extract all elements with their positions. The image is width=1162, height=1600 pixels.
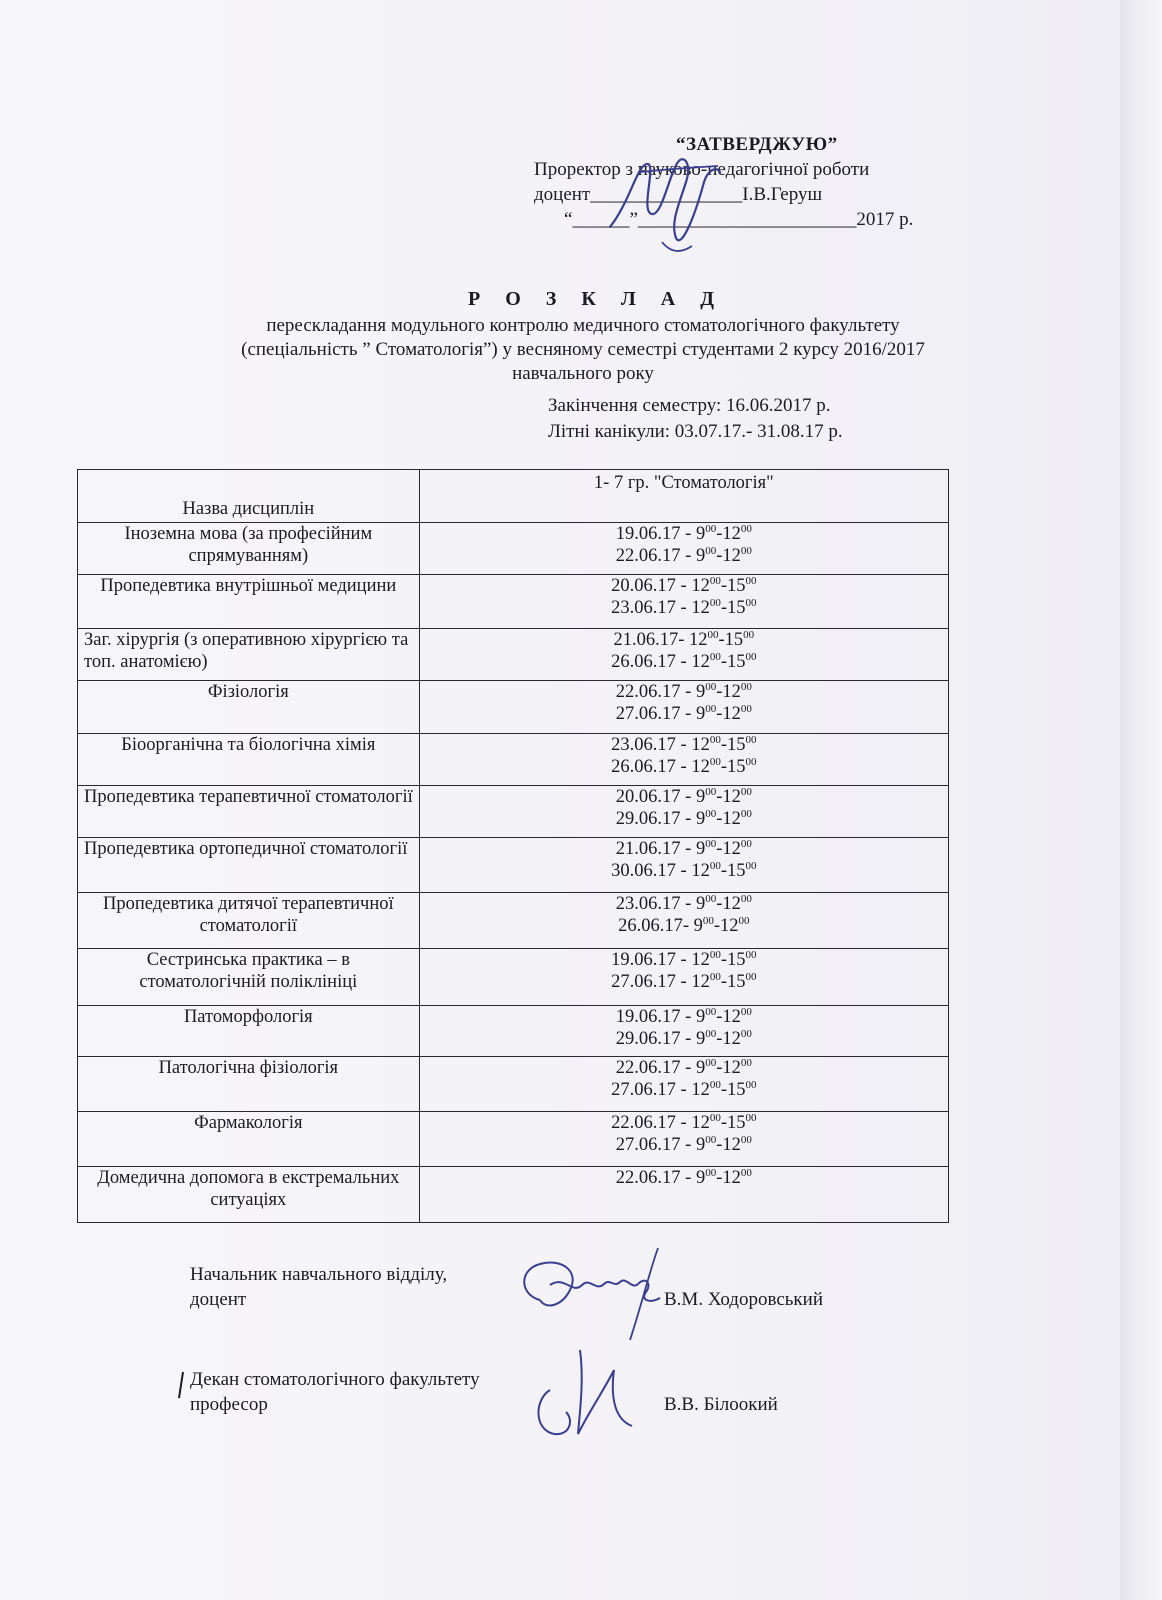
- slot-start-minutes: 00: [702, 914, 714, 927]
- slot-end-minutes: 00: [745, 1111, 757, 1124]
- margin-mark: [175, 1370, 187, 1400]
- slot-end-hour: 15: [726, 652, 746, 672]
- slot-start-minutes: 00: [709, 948, 721, 961]
- table-row: [78, 575, 949, 629]
- slot-end-hour: 12: [722, 704, 741, 724]
- table-row: [78, 734, 949, 786]
- slot-start-minutes: 00: [705, 837, 717, 850]
- table-row: [78, 893, 949, 949]
- exam-slot: $27.06.17 - 9^{00}-12^{00}$: [615, 702, 752, 724]
- semester-dates: [548, 393, 843, 445]
- table-row: [78, 838, 949, 893]
- exam-slot: $19.06.17 - 9^{00}-12^{00}$: [615, 1005, 752, 1027]
- semester-end: Закінчення семестру: 16.06.2017 р.: [548, 395, 831, 416]
- exam-slot: $22.06.17 - 9^{00}-12^{00}$: [615, 1166, 752, 1188]
- discipline-cell: Іноземна мова (за професійним спрямуванням): [78, 523, 420, 575]
- slot-end-minutes: 00: [738, 914, 750, 927]
- exam-slots-cell: [419, 1006, 948, 1057]
- slot-end-hour: 15: [726, 735, 746, 755]
- slot-start-minutes: 00: [705, 807, 717, 820]
- slot-end-minutes: 00: [740, 1166, 752, 1179]
- slot-end-minutes: 00: [745, 970, 757, 983]
- slot-end-hour: 12: [722, 524, 741, 544]
- slot-start-minutes: 00: [709, 596, 721, 609]
- slot-date: 27.06.17 -: [611, 972, 692, 992]
- exam-slots-cell: [419, 1112, 948, 1167]
- schedule-body: [78, 523, 949, 1223]
- slot-start-hour: 9: [695, 682, 706, 702]
- exam-slot: 26.06.17- $9^{00}-12^{00}$: [618, 914, 750, 936]
- slot-start-hour: 9: [695, 1029, 706, 1049]
- discipline-cell: Заг. хірургія (з оперативною хірургією та топ. анатомією): [78, 629, 420, 681]
- slot-date: 27.06.17 -: [615, 1135, 696, 1155]
- exam-slot: $20.06.17 - 9^{00}-12^{00}$: [615, 785, 752, 807]
- slot-start-minutes: 00: [705, 522, 717, 535]
- slot-date: 23.06.17 -: [611, 735, 692, 755]
- exam-slot: $20.06.17 - 12^{00}-15^{00}$: [611, 574, 757, 596]
- exam-slots-cell: [419, 523, 948, 575]
- slot-end-minutes: 00: [740, 522, 752, 535]
- slot-start-hour: 12: [689, 630, 708, 650]
- discipline-cell: Пропедевтика ортопедичної стоматології: [78, 838, 420, 893]
- signature-block-2: [190, 1367, 480, 1417]
- exam-slots-cell: [419, 734, 948, 786]
- slot-end-minutes: 00: [745, 755, 757, 768]
- slot-end-hour: 12: [722, 1168, 741, 1188]
- slot-date: 27.06.17 -: [615, 704, 696, 724]
- slot-date: 26.06.17 -: [611, 757, 692, 777]
- slot-end-hour: 12: [722, 839, 741, 859]
- exam-slots-cell: [419, 1167, 948, 1223]
- slot-start-minutes: 00: [705, 702, 717, 715]
- slot-start-hour: 12: [691, 757, 710, 777]
- slot-end-hour: 12: [722, 809, 741, 829]
- discipline-cell: Пропедевтика терапевтичної стоматології: [78, 786, 420, 838]
- slot-end-minutes: 00: [745, 733, 757, 746]
- table-row: [78, 681, 949, 734]
- discipline-cell: Пропедевтика внутрішньої медицини: [78, 575, 420, 629]
- signer-rank: доцент: [190, 1289, 247, 1310]
- slot-end-hour: 12: [722, 546, 741, 566]
- group-column-header: 1- 7 гр. "Стоматологія": [419, 470, 948, 523]
- slot-start-minutes: 00: [705, 1133, 717, 1146]
- slot-end-hour: 15: [726, 972, 746, 992]
- slot-end-hour: 12: [722, 1007, 741, 1027]
- slot-start-minutes: 00: [705, 1027, 717, 1040]
- slot-date: 21.06.17-: [613, 630, 689, 650]
- slot-date: 26.06.17 -: [611, 652, 692, 672]
- approval-date-line: “______”_______________________2017 р.: [564, 209, 914, 230]
- slot-end-hour: 12: [722, 682, 741, 702]
- slot-date: 29.06.17 -: [615, 1029, 696, 1049]
- slot-date: 20.06.17 -: [615, 787, 696, 807]
- slot-date: 30.06.17 -: [611, 861, 692, 881]
- date-open-quote: “: [564, 209, 573, 230]
- slot-start-minutes: 00: [707, 628, 719, 641]
- exam-slot: $22.06.17 - 9^{00}-12^{00}$: [615, 544, 752, 566]
- slot-date: 19.06.17 -: [615, 524, 696, 544]
- signer-role: Начальник навчального відділу,: [190, 1264, 448, 1285]
- approval-signer: І.В.Геруш: [742, 184, 823, 205]
- slot-end-hour: 15: [726, 598, 746, 618]
- slot-start-minutes: 00: [709, 970, 721, 983]
- discipline-column-header: Назва дисциплін: [78, 470, 420, 523]
- table-row: [78, 1057, 949, 1112]
- slot-date: 19.06.17 -: [611, 950, 692, 970]
- slot-date: 22.06.17 -: [615, 1058, 696, 1078]
- signature-biloky: [520, 1330, 640, 1450]
- slot-start-hour: 9: [695, 787, 706, 807]
- discipline-cell: Патологічна фізіологія: [78, 1057, 420, 1112]
- slot-start-hour: 12: [691, 598, 710, 618]
- exam-slots-cell: [419, 681, 948, 734]
- slot-start-hour: 9: [695, 839, 706, 859]
- exam-slot: $21.06.17 - 9^{00}-12^{00}$: [615, 837, 752, 859]
- exam-slots-cell: [419, 629, 948, 681]
- document-title: Р О З К Л А Д: [468, 288, 724, 310]
- slot-date: 21.06.17 -: [615, 839, 696, 859]
- slot-start-hour: 9: [695, 809, 706, 829]
- slot-start-hour: 9: [695, 1135, 706, 1155]
- slot-start-hour: 12: [691, 652, 710, 672]
- slot-end-minutes: 00: [740, 680, 752, 693]
- signer-name-2: В.В. Білоокий: [664, 1394, 778, 1415]
- date-close-quote: ”: [629, 209, 638, 230]
- slot-date: 23.06.17 -: [615, 894, 696, 914]
- slot-date: 20.06.17 -: [611, 576, 692, 596]
- slot-start-hour: 12: [691, 576, 710, 596]
- slot-start-minutes: 00: [705, 785, 717, 798]
- slot-end-hour: 15: [724, 630, 744, 650]
- table-header-row: [78, 470, 949, 523]
- subtitle-line: перескладання модульного контролю медичного стоматологічного факультету: [266, 315, 900, 336]
- exam-slot: $26.06.17 - 12^{00}-15^{00}$: [611, 650, 757, 672]
- signer-role: Декан стоматологічного факультету: [190, 1369, 480, 1390]
- slot-start-hour: 12: [691, 861, 710, 881]
- exam-slot: $29.06.17 - 9^{00}-12^{00}$: [615, 807, 752, 829]
- discipline-cell: Домедична допомога в екстремальних ситуаціях: [78, 1167, 420, 1223]
- exam-slots-cell: [419, 838, 948, 893]
- slot-end-minutes: 00: [745, 574, 757, 587]
- discipline-cell: Фізіологія: [78, 681, 420, 734]
- slot-date: 22.06.17 -: [615, 1168, 696, 1188]
- slot-start-minutes: 00: [709, 733, 721, 746]
- exam-slot: $23.06.17 - 12^{00}-15^{00}$: [611, 596, 757, 618]
- slot-date: 19.06.17 -: [615, 1007, 696, 1027]
- table-row: [78, 1167, 949, 1223]
- table-row: [78, 629, 949, 681]
- exam-slots-cell: [419, 893, 948, 949]
- slot-start-minutes: 00: [709, 1111, 721, 1124]
- slot-end-hour: 15: [726, 1080, 746, 1100]
- slot-date: 27.06.17 -: [611, 1080, 692, 1100]
- slot-end-minutes: 00: [740, 544, 752, 557]
- table-row: [78, 949, 949, 1006]
- slot-end-minutes: 00: [745, 859, 757, 872]
- table-row: [78, 786, 949, 838]
- slot-start-hour: 9: [695, 894, 706, 914]
- slot-start-minutes: 00: [709, 574, 721, 587]
- slot-end-hour: 12: [720, 916, 739, 936]
- exam-slot: 21.06.17- $12^{00}-15^{00}$: [613, 628, 755, 650]
- slot-date: 22.06.17 -: [615, 682, 696, 702]
- signer-name-1: В.М. Ходоровський: [664, 1289, 823, 1310]
- slot-start-hour: 9: [695, 546, 706, 566]
- slot-start-hour: 9: [695, 1168, 706, 1188]
- subtitle-line: (спеціальність ” Стоматологія”) у весняному семестрі студентами 2 курсу 2016/2017: [241, 339, 925, 360]
- approval-heading: “ЗАТВЕРДЖУЮ”: [676, 134, 838, 155]
- approval-position: Проректор з науково-педагогічної роботи: [534, 159, 870, 180]
- table-row: [78, 523, 949, 575]
- exam-slot: $26.06.17 - 12^{00}-15^{00}$: [611, 755, 757, 777]
- slot-end-minutes: 00: [740, 892, 752, 905]
- approval-signature: [600, 142, 730, 260]
- slot-date: 26.06.17-: [618, 916, 694, 936]
- slot-end-hour: 12: [722, 1029, 741, 1049]
- slot-end-hour: 15: [726, 861, 746, 881]
- exam-slots-cell: [419, 786, 948, 838]
- slot-end-minutes: 00: [740, 837, 752, 850]
- signer-rank: професор: [190, 1394, 268, 1415]
- exam-slots-cell: [419, 949, 948, 1006]
- exam-slot: $23.06.17 - 9^{00}-12^{00}$: [615, 892, 752, 914]
- exam-slots-cell: [419, 1057, 948, 1112]
- discipline-cell: Патоморфологія: [78, 1006, 420, 1057]
- exam-slot: $22.06.17 - 9^{00}-12^{00}$: [615, 680, 752, 702]
- slot-start-minutes: 00: [705, 1166, 717, 1179]
- scan-edge: [1120, 0, 1162, 1600]
- slot-start-minutes: 00: [709, 1078, 721, 1091]
- exam-slots-cell: [419, 575, 948, 629]
- slot-end-hour: 12: [722, 1135, 741, 1155]
- approval-title: доцент: [534, 184, 591, 205]
- slot-start-minutes: 00: [705, 1005, 717, 1018]
- slot-end-minutes: 00: [740, 807, 752, 820]
- discipline-cell: Фармакологія: [78, 1112, 420, 1167]
- slot-end-minutes: 00: [745, 596, 757, 609]
- table-row: [78, 1006, 949, 1057]
- slot-start-hour: 12: [691, 1080, 710, 1100]
- signature-block-1: [190, 1262, 447, 1312]
- discipline-cell: Біоорганічна та біологічна хімія: [78, 734, 420, 786]
- slot-end-hour: 15: [726, 757, 746, 777]
- slot-start-minutes: 00: [705, 892, 717, 905]
- schedule-table: [77, 469, 949, 1223]
- discipline-cell: Сестринська практика – в стоматологічній поліклініці: [78, 949, 420, 1006]
- exam-slot: $27.06.17 - 12^{00}-15^{00}$: [611, 1078, 757, 1100]
- exam-slot: $19.06.17 - 12^{00}-15^{00}$: [611, 948, 757, 970]
- slot-end-minutes: 00: [743, 628, 755, 641]
- slot-end-minutes: 00: [740, 702, 752, 715]
- exam-slot: $19.06.17 - 9^{00}-12^{00}$: [615, 522, 752, 544]
- discipline-cell: Пропедевтика дитячої терапевтичної стоматології: [78, 893, 420, 949]
- slot-start-hour: 12: [691, 735, 710, 755]
- slot-date: 22.06.17 -: [611, 1113, 692, 1133]
- slot-end-minutes: 00: [745, 650, 757, 663]
- slot-start-minutes: 00: [709, 650, 721, 663]
- exam-slot: $22.06.17 - 12^{00}-15^{00}$: [611, 1111, 757, 1133]
- exam-slot: $22.06.17 - 9^{00}-12^{00}$: [615, 1056, 752, 1078]
- slot-start-hour: 9: [695, 524, 706, 544]
- exam-slot: $23.06.17 - 12^{00}-15^{00}$: [611, 733, 757, 755]
- table-row: [78, 1112, 949, 1167]
- slot-end-minutes: 00: [740, 1005, 752, 1018]
- slot-end-hour: 15: [726, 950, 746, 970]
- slot-date: 22.06.17 -: [615, 546, 696, 566]
- slot-start-hour: 9: [693, 916, 703, 936]
- slot-end-hour: 15: [726, 576, 746, 596]
- slot-end-hour: 12: [722, 787, 741, 807]
- exam-slot: $27.06.17 - 9^{00}-12^{00}$: [615, 1133, 752, 1155]
- exam-slot: $30.06.17 - 12^{00}-15^{00}$: [611, 859, 757, 881]
- slot-start-hour: 9: [695, 704, 706, 724]
- slot-end-hour: 15: [726, 1113, 746, 1133]
- slot-start-hour: 9: [695, 1058, 706, 1078]
- slot-date: 29.06.17 -: [615, 809, 696, 829]
- slot-end-minutes: 00: [745, 1078, 757, 1091]
- exam-slot: $27.06.17 - 12^{00}-15^{00}$: [611, 970, 757, 992]
- slot-start-hour: 12: [691, 950, 710, 970]
- slot-end-minutes: 00: [740, 1133, 752, 1146]
- slot-end-minutes: 00: [745, 948, 757, 961]
- slot-start-hour: 9: [695, 1007, 706, 1027]
- slot-end-hour: 12: [722, 894, 741, 914]
- document-subtitle: [148, 314, 1018, 386]
- slot-start-hour: 12: [691, 1113, 710, 1133]
- approval-year: 2017 р.: [856, 209, 914, 230]
- exam-slot: $29.06.17 - 9^{00}-12^{00}$: [615, 1027, 752, 1049]
- slot-end-minutes: 00: [740, 1027, 752, 1040]
- slot-date: 23.06.17 -: [611, 598, 692, 618]
- slot-start-minutes: 00: [705, 680, 717, 693]
- slot-start-minutes: 00: [705, 544, 717, 557]
- slot-start-minutes: 00: [709, 859, 721, 872]
- slot-start-hour: 12: [691, 972, 710, 992]
- slot-end-hour: 12: [722, 1058, 741, 1078]
- subtitle-line: навчального року: [512, 363, 654, 384]
- slot-end-minutes: 00: [740, 1056, 752, 1069]
- slot-end-minutes: 00: [740, 785, 752, 798]
- slot-start-minutes: 00: [705, 1056, 717, 1069]
- summer-break: Літні канікули: 03.07.17.- 31.08.17 р.: [548, 421, 843, 442]
- approval-signer-line: доцент________________І.В.Геруш: [534, 184, 823, 205]
- slot-start-minutes: 00: [709, 755, 721, 768]
